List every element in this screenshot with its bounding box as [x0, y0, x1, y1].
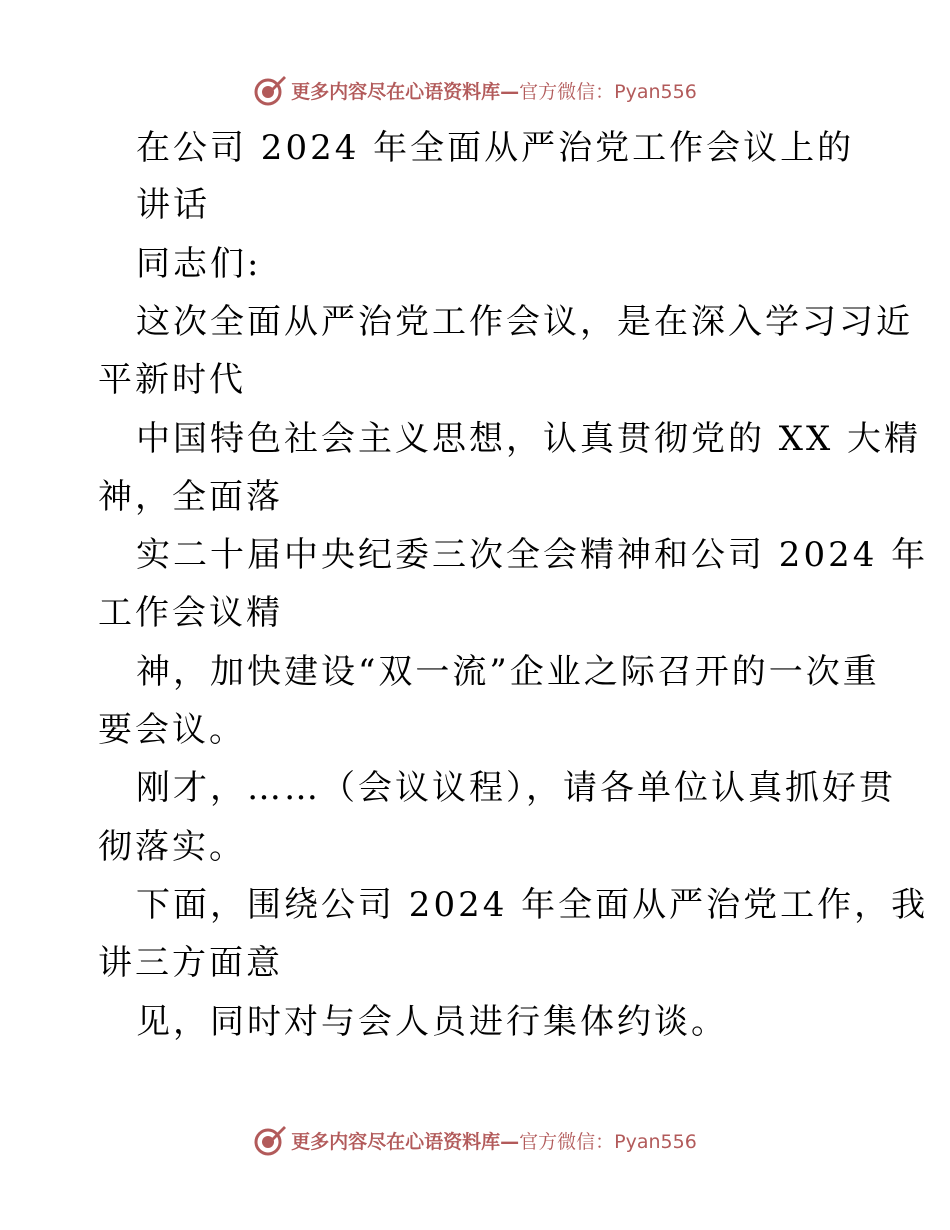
quill-pen-seal-icon [253, 73, 287, 107]
header-watermark [0, 70, 950, 110]
doc-title-line-2: 讲话 [136, 185, 210, 225]
paragraph-line: 彻落实。 [98, 827, 246, 867]
paragraph-line: 见，同时对与会人员进行集体约谈。 [136, 1002, 728, 1042]
doc-title-line-1: 在公司 2024 年全面从严治党工作会议上的 [136, 128, 855, 168]
paragraph-line: 工作会议精 [98, 593, 283, 633]
salutation: 同志们: [136, 244, 262, 284]
paragraph-line: 平新时代 [98, 360, 246, 400]
paragraph-line: 刚才，……（会议议程），请各单位认真抓好贯 [136, 768, 896, 808]
quill-pen-seal-icon [253, 1123, 287, 1157]
paragraph-line: 神，加快建设“双一流”企业之际召开的一次重 [136, 652, 880, 692]
paragraph-line: 要会议。 [98, 710, 246, 750]
paragraph-line: 下面，围绕公司 2024 年全面从严治党工作，我 [136, 885, 929, 925]
watermark-text: 更多内容尽在心语资料库—官方微信：Pyan556 [291, 1130, 697, 1153]
paragraph-line: 神，全面落 [98, 477, 283, 517]
paragraph-line: 这次全面从严治党工作会议，是在深入学习习近 [136, 302, 913, 342]
paragraph-line: 中国特色社会主义思想，认真贯彻党的 XX 大精 [136, 419, 922, 459]
footer-watermark [0, 1120, 950, 1160]
watermark-text: 更多内容尽在心语资料库—官方微信：Pyan556 [291, 80, 697, 103]
paragraph-line: 实二十届中央纪委三次全会精神和公司 2024 年 [136, 535, 929, 575]
paragraph-line: 讲三方面意 [98, 943, 283, 983]
